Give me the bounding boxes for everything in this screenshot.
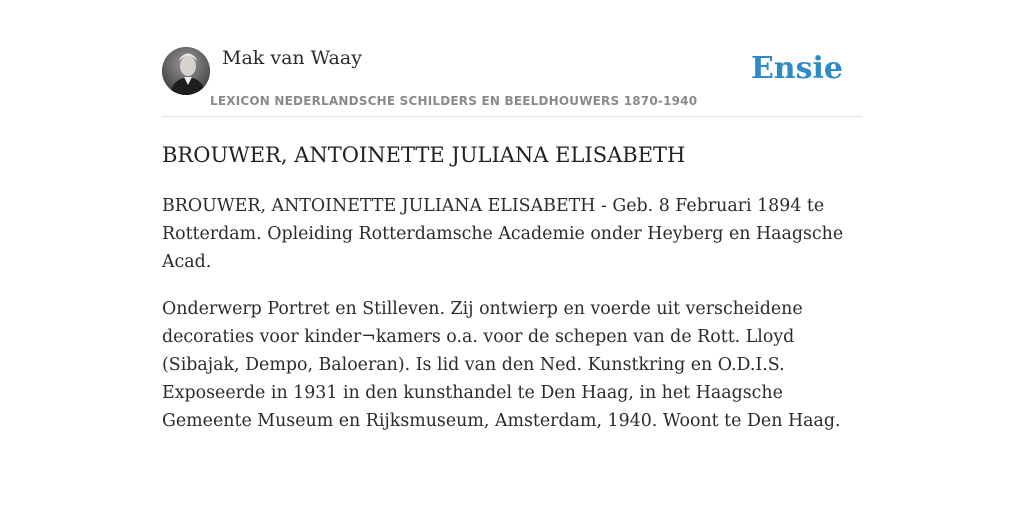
author-name[interactable]: Mak van Waay [222,47,362,69]
article-title: BROUWER, ANTOINETTE JULIANA ELISABETH [162,143,686,167]
article-paragraph: BROUWER, ANTOINETTE JULIANA ELISABETH - Geb. 8 Februari 1894 te Rotterdam. Opleiding Rotterdamsche Academie onder Heyberg en Haagsche Acad. [162,196,844,272]
article-body [162,192,862,454]
source-title[interactable]: LEXICON NEDERLANDSCHE SCHILDERS EN BEELDHOUWERS 1870-1940 [210,94,698,108]
ensie-logo[interactable]: Ensie [750,51,843,86]
header [162,46,862,117]
article-paragraph: Onderwerp Portret en Stilleven. Zij ontwierp en voerde uit verscheidene decoraties voor kinder¬kamers o.a. voor de schepen van de Rott. Lloyd (Sibajak, Dempo, Baloeran). Is lid van den Ned. Kunstkring en O.D.I.S. Exposeerde in 1931 in den kunsthandel te Den Haag, in het Haagsche Gemeente Museum en Rijksmuseum, Amsterdam, 1940. Woont te Den Haag. [162,299,841,431]
portrait-image [162,47,210,95]
author-avatar[interactable] [162,47,210,95]
